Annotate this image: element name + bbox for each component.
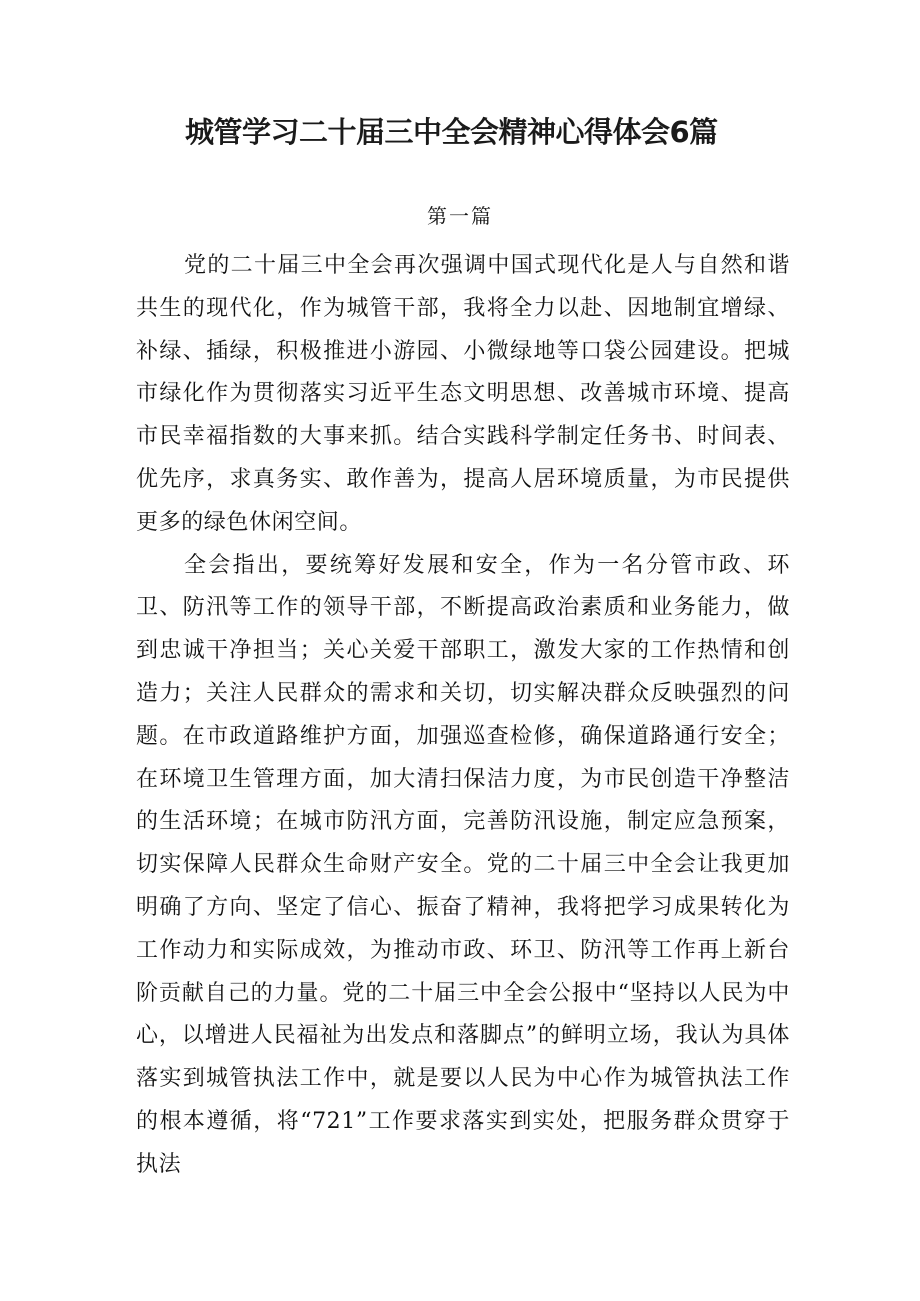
document-title: 城管学习二十届三中全会精神心得体会6篇 bbox=[185, 115, 718, 149]
section-heading: 第一篇 bbox=[427, 204, 493, 228]
paragraph-1: 党的二十届三中全会再次强调中国式现代化是人与自然和谐共生的现代化，作为城管干部，我将全力以赴、因地制宜增绿、补绿、插绿，积极推进小游园、小微绿地等口袋公园建设。把城市绿化作为贯彻落实习近平生态文明思想、改善城市环境、提高市民幸福指数的大事来抓。结合实践科学制定任务书、时间表、优先序，求真务实、敢作善为，提高人居环境质量，为市民提供更多的绿色休闲空间。 bbox=[136, 253, 790, 535]
paragraph-2: 全会指出，要统筹好发展和安全，作为一名分管市政、环卫、防汛等工作的领导干部，不断提高政治素质和业务能力，做到忠诚干净担当；关心关爱干部职工，激发大家的工作热情和创造力；关注人民群众的需求和关切，切实解决群众反映强烈的问题。在市政道路维护方面，加强巡查检修，确保道路通行安全；在环境卫生管理方面，加大清扫保洁力度，为市民创造干净整洁的生活环境；在城市防汛方面，完善防汛设施，制定应急预案，切实保障人民群众生命财产安全。党的二十届三中全会让我更加明确了方向、坚定了信心、振奋了精神，我将把学习成果转化为工作动力和实际成效，为推动市政、环卫、防汛等工作再上新台阶贡献自己的力量。党的二十届三中全会公报中“坚持以人民为中心，以增进人民福祉为出发点和落脚点”的鲜明立场，我认为具体落实到城管执法工作中，就是要以人民为中心作为城管执法工作的根本遵循，将“721”工作要求落实到实处，把服务群众贯穿于执法 bbox=[136, 552, 790, 1177]
body-text bbox=[136, 245, 790, 1187]
